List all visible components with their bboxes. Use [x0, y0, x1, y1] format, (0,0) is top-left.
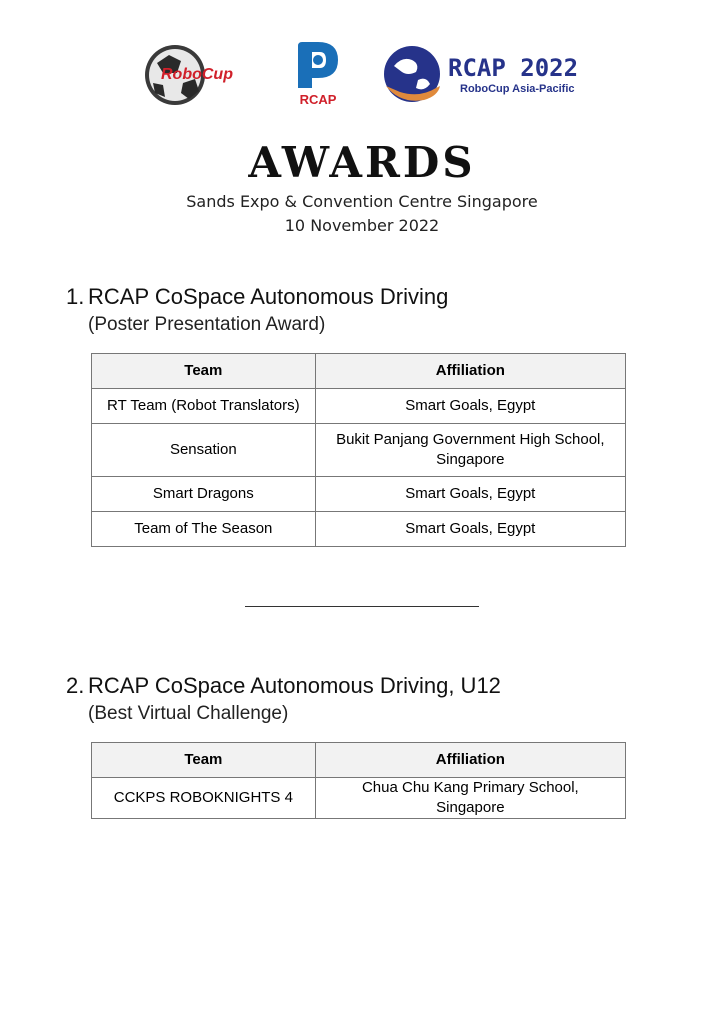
table-row	[92, 477, 626, 512]
table-row	[92, 778, 626, 819]
section-1-number: 1.	[66, 284, 85, 309]
column-header-affiliation: Affiliation	[315, 743, 625, 778]
table-row	[92, 389, 626, 424]
svg-text:RCAP 2022: RCAP 2022	[448, 54, 579, 82]
affiliation-cell: Smart Goals, Egypt	[315, 512, 625, 547]
table-row	[92, 512, 626, 547]
section-2-heading	[66, 673, 501, 699]
section-2-number: 2.	[66, 673, 85, 698]
team-cell: Smart Dragons	[92, 477, 316, 512]
robocup-logo	[143, 43, 253, 107]
section-2-title: RCAP CoSpace Autonomous Driving, U12	[88, 673, 501, 698]
svg-text:RoboCup: RoboCup	[161, 66, 233, 83]
section-1-title: RCAP CoSpace Autonomous Driving	[88, 284, 449, 309]
page-title: AWARDS	[248, 138, 476, 187]
rcap-logo	[290, 40, 346, 108]
section-1-table	[91, 353, 626, 547]
team-cell: Team of The Season	[92, 512, 316, 547]
affiliation-cell: Smart Goals, Egypt	[315, 477, 625, 512]
column-header-team: Team	[92, 354, 316, 389]
section-2-table	[91, 742, 626, 819]
svg-text:RCAP: RCAP	[299, 92, 337, 107]
affiliation-cell: Bukit Panjang Government High School, Singapore	[315, 424, 625, 477]
team-cell: Sensation	[92, 424, 316, 477]
team-cell: RT Team (Robot Translators)	[92, 389, 316, 424]
venue-text: Sands Expo & Convention Centre Singapore	[186, 192, 538, 211]
table-header-row	[92, 354, 626, 389]
section-divider	[245, 606, 479, 607]
team-cell: CCKPS ROBOKNIGHTS 4	[92, 778, 316, 819]
rcap-2022-logo	[380, 42, 590, 106]
column-header-affiliation: Affiliation	[315, 354, 625, 389]
svg-text:RoboCup Asia-Pacific: RoboCup Asia-Pacific	[460, 83, 575, 95]
section-1-heading	[66, 284, 448, 310]
event-date: 10 November 2022	[284, 216, 440, 235]
table-header-row	[92, 743, 626, 778]
section-2-subtitle: (Best Virtual Challenge)	[88, 703, 289, 724]
affiliation-cell: Smart Goals, Egypt	[315, 389, 625, 424]
logo-row	[0, 40, 724, 110]
section-1-subtitle: (Poster Presentation Award)	[88, 314, 326, 335]
affiliation-cell: Chua Chu Kang Primary School, Singapore	[315, 778, 625, 819]
table-row	[92, 424, 626, 477]
column-header-team: Team	[92, 743, 316, 778]
